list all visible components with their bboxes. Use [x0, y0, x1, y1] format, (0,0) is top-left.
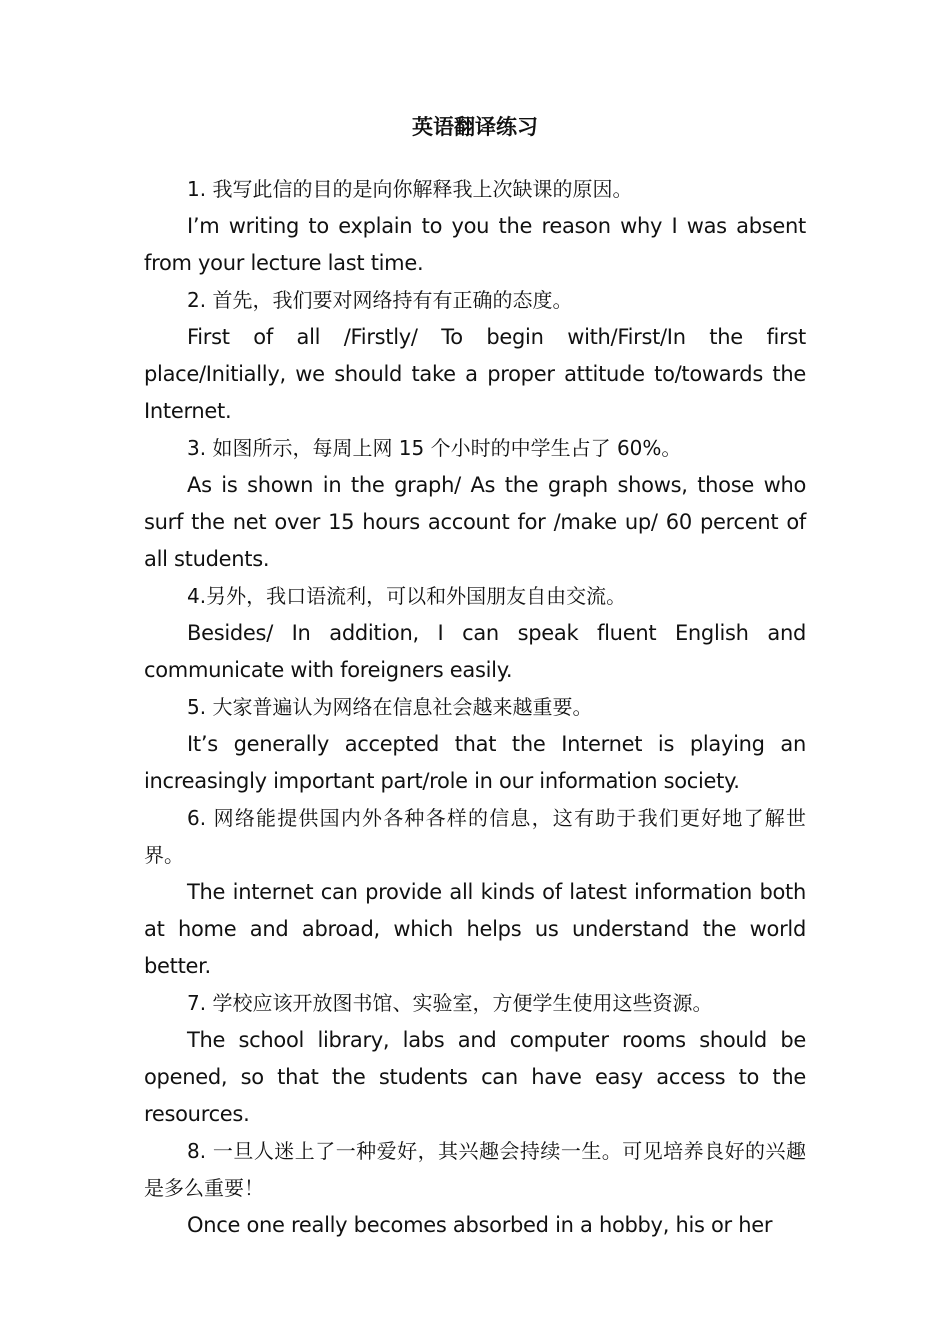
item-1-chinese: 1. 我写此信的目的是向你解释我上次缺课的原因。 — [187, 177, 633, 201]
page-title: 英语翻译练习 — [412, 115, 538, 139]
item-7-english: The school library, labs and computer rooms should be opened, so that the students can have easy access to the resources. — [144, 1028, 806, 1126]
item-3-english: As is shown in the graph/ As the graph shows, those who surf the net over 15 hours account for /make up/ 60 percent of all students. — [144, 473, 806, 571]
item-7-chinese: 7. 学校应该开放图书馆、实验室，方便学生使用这些资源。 — [187, 991, 713, 1015]
document-body — [144, 171, 806, 1244]
item-5-chinese: 5. 大家普遍认为网络在信息社会越来越重要。 — [187, 695, 593, 719]
item-2-chinese: 2. 首先，我们要对网络持有有正确的态度。 — [187, 288, 573, 312]
item-2-english: First of all /Firstly/ To begin with/First/In the first place/Initially, we should take a proper attitude to/towards the Internet. — [144, 325, 806, 423]
item-8-chinese: 8. 一旦人迷上了一种爱好，其兴趣会持续一生。可见培养良好的兴趣是多么重要！ — [144, 1139, 806, 1200]
item-3-chinese: 3. 如图所示，每周上网 15 个小时的中学生占了 60%。 — [187, 436, 682, 460]
item-8-english: Once one really becomes absorbed in a hobby, his or her — [187, 1213, 773, 1237]
item-5-english: It’s generally accepted that the Internet is playing an increasingly important part/role in our information society. — [144, 732, 806, 793]
item-6-english: The internet can provide all kinds of latest information both at home and abroad, which helps us understand the world better. — [144, 880, 806, 978]
item-4-english: Besides/ In addition, I can speak fluent English and communicate with foreigners easily. — [144, 621, 806, 682]
item-1-english: I’m writing to explain to you the reason why I was absent from your lecture last time. — [144, 214, 806, 275]
item-6-chinese: 6. 网络能提供国内外各种各样的信息，这有助于我们更好地了解世界。 — [144, 806, 806, 867]
item-4-chinese: 4.另外，我口语流利，可以和外国朋友自由交流。 — [187, 584, 627, 608]
